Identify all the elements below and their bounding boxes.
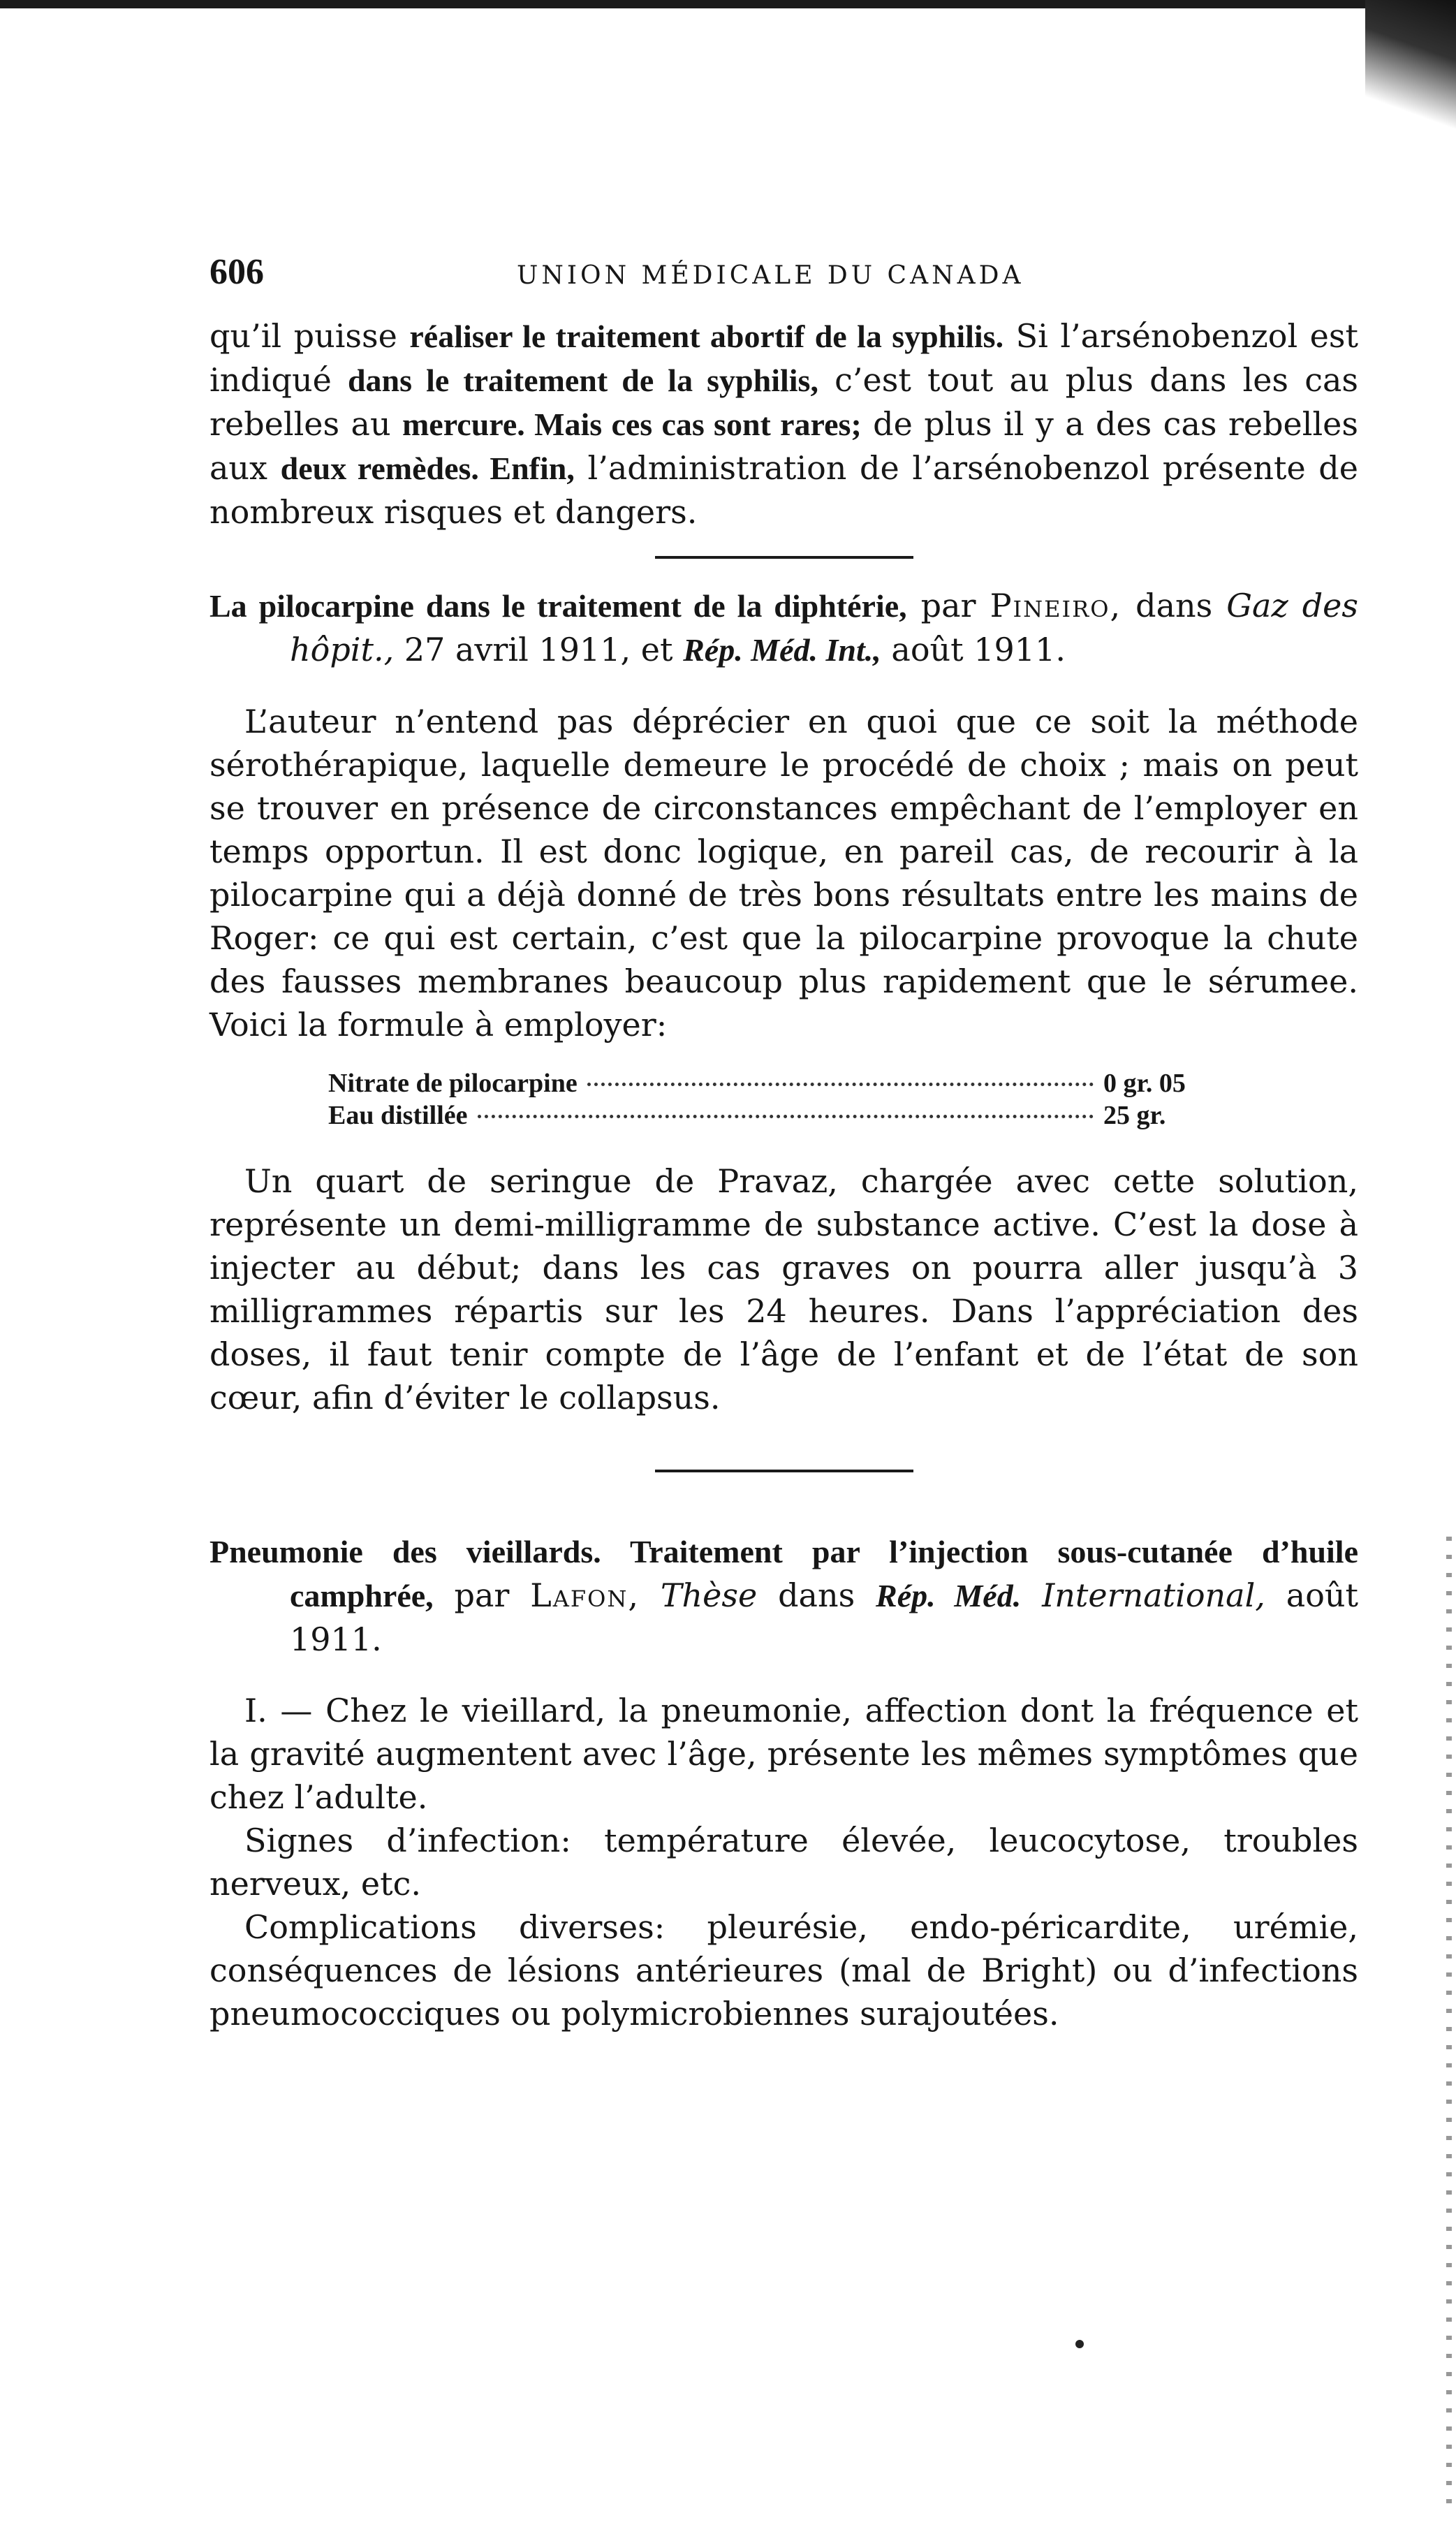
section-divider [655, 556, 913, 559]
leader-dots [587, 1083, 1094, 1086]
text-segment [640, 1576, 661, 1614]
running-title: UNION MÉDICALE DU CANADA [517, 261, 1024, 290]
text-segment: l’administration de l’arsénobenzol présente de nombreux risques et dangers. [209, 449, 1358, 531]
pneumonie-paragraph-3: Complications diverses: pleurésie, endo-péricardite, urémie, conséquences de lésions antérieures (mal de Bright) ou d’infections pneumococciques ou polymicrobiennes surajoutées. [209, 1908, 1358, 2033]
section-divider [655, 1470, 913, 1472]
text-segment: 27 avril 1911, et [394, 631, 684, 668]
formula-row [328, 1099, 1229, 1132]
page-body [209, 251, 1358, 2035]
journal-name: International, [1042, 1576, 1265, 1614]
pilocarpine-paragraph-1: L’auteur n’entend pas déprécier en quoi que ce soit la méthode sérothérapique, laquelle demeure le procédé de choix ; mais on peut se trouver en présence de circonstances empêchant de l’employer en temps opportun. Il est donc logique, en pareil cas, de recourir à la pilocarpine qui a déjà donné de très bons résultats entre les mains de Roger: ce qui est certain, c’est que la pilocarpine provoque la chute des fausses membranes beaucoup plus rapidement que le sérumee. Voici la formule à employer: [209, 703, 1358, 1044]
journal-name: Thèse [660, 1576, 758, 1614]
text-segment: c’est tout au plus dans les cas rebelles au [209, 361, 1358, 443]
formula-ingredient: Eau distillée [328, 1101, 468, 1130]
pilocarpine-paragraph-2: Un quart de seringue de Pravaz, chargée avec cette solution, représente un demi-milligramme de substance active. C’est la dose à injecter au début; dans les cas graves on pourra aller jusqu’à 3 milligrammes répartis sur les 24 heures. Dans l’appréciation des doses, il faut tenir compte de l’âge de l’enfant et de l’état de son cœur, afin d’éviter le collapsus. [209, 1162, 1358, 1416]
formula-quantity: 25 gr. [1103, 1101, 1166, 1130]
pneumonie-paragraph-1: I. — Chez le vieillard, la pneumonie, affection dont la fréquence et la gravité augmentent avec l’âge, présente les mêmes symptômes que chez l’adulte. [209, 1692, 1358, 1816]
leader-dots [478, 1115, 1094, 1118]
journal-name: Gaz des hôpit., [290, 587, 1358, 668]
text-segment: Si l’arsénobenzol est indiqué [209, 317, 1358, 399]
journal-name: Rép. Méd. [876, 1578, 1022, 1613]
text-segment: qu’il puisse [209, 317, 410, 355]
article-heading-pilocarpine [209, 584, 1358, 672]
formula-block [328, 1067, 1229, 1132]
scan-corner-smudge [1365, 0, 1456, 140]
stray-ink-dot [1075, 2340, 1084, 2348]
text-segment: de plus il y a des cas rebelles aux [209, 405, 1359, 487]
scan-edge-noise [1446, 1537, 1452, 2514]
running-head [209, 251, 1358, 307]
text-segment: dans [757, 1576, 876, 1614]
formula-row [328, 1067, 1229, 1099]
text-segment: par [433, 1576, 531, 1614]
article-author: Lafon, [530, 1576, 640, 1614]
formula-ingredient: Nitrate de pilocarpine [328, 1069, 578, 1098]
formula-quantity: 0 gr. 05 [1103, 1069, 1186, 1098]
pneumonie-paragraph-2: Signes d’infection: température élevée, leucocytose, troubles nerveux, etc. [209, 1822, 1358, 1903]
bold-segment: mercure. Mais ces cas sont rares; [402, 407, 862, 442]
text-segment: août 1911. [290, 1576, 1359, 1658]
text-segment: dans [1122, 587, 1227, 624]
page-top-edge [0, 0, 1425, 8]
text-segment: août 1911. [881, 631, 1066, 668]
article-heading-pneumonie [209, 1530, 1358, 1661]
bold-segment: deux remèdes. Enfin, [280, 451, 575, 486]
article-author: Pineiro, [990, 587, 1122, 624]
text-segment: par [906, 587, 990, 624]
article-title: La pilocarpine dans le traitement de la diphtérie, [209, 588, 907, 624]
bold-segment: dans le traitement de la syphilis, [347, 363, 818, 398]
continuation-paragraph [209, 314, 1358, 534]
bold-segment: réaliser le traitement abortif de la syphilis. [409, 318, 1004, 354]
text-segment [1021, 1576, 1042, 1614]
article-title: Pneumonie des vieillards. Traitement par l’injection sous-cutanée d’huile camphrée, [209, 1534, 1358, 1613]
page-number: 606 [209, 252, 264, 292]
journal-name: Rép. Méd. Int., [683, 632, 881, 668]
